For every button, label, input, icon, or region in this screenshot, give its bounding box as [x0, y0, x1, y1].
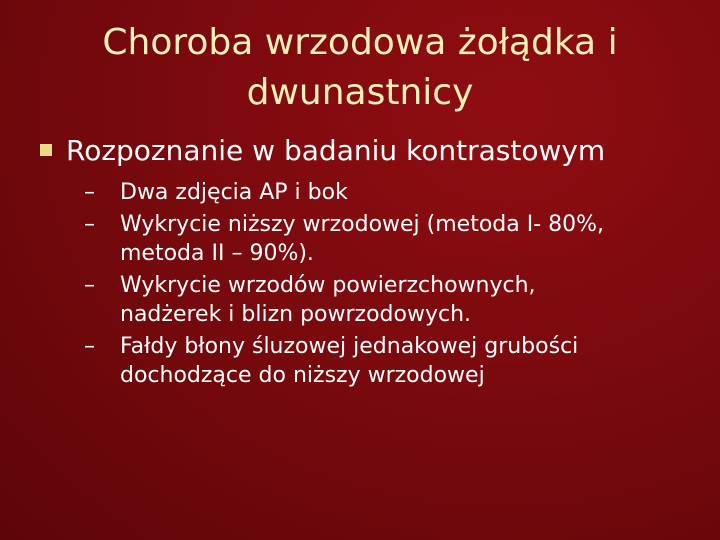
- dash-marker: –: [84, 212, 95, 237]
- sub-item-text: Wykrycie niższy wrzodowej (metoda I- 80%,: [120, 212, 605, 237]
- sub-item-text: Dwa zdjęcia AP i bok: [120, 180, 348, 205]
- sub-item-text: Wykrycie wrzodów powierzchownych,: [120, 273, 536, 298]
- sub-item: [62, 178, 680, 207]
- slide-title-line-2: dwunastnicy: [246, 72, 474, 113]
- slide-title: [60, 18, 660, 118]
- sub-item: [62, 332, 680, 390]
- sub-item-text-continued: nadżerek i blizn powrzodowych.: [120, 302, 472, 327]
- dash-marker: –: [84, 273, 95, 298]
- bullet-item: [40, 130, 690, 172]
- sub-item-text-continued: dochodzące do niższy wrzodowej: [120, 363, 485, 388]
- square-bullet-icon: [40, 144, 52, 156]
- sub-item: [62, 271, 680, 329]
- sub-item-text: Fałdy błony śluzowej jednakowej grubości: [120, 334, 579, 359]
- slide-title-line-1: Choroba wrzodowa żołądka i: [102, 22, 618, 63]
- sub-item: [62, 210, 680, 268]
- dash-marker: –: [84, 180, 95, 205]
- bullet-text: Rozpoznanie w badaniu kontrastowym: [66, 134, 606, 167]
- dash-marker: –: [84, 334, 95, 359]
- sub-item-text-continued: metoda II – 90%).: [120, 241, 314, 266]
- slide-body: [40, 130, 690, 393]
